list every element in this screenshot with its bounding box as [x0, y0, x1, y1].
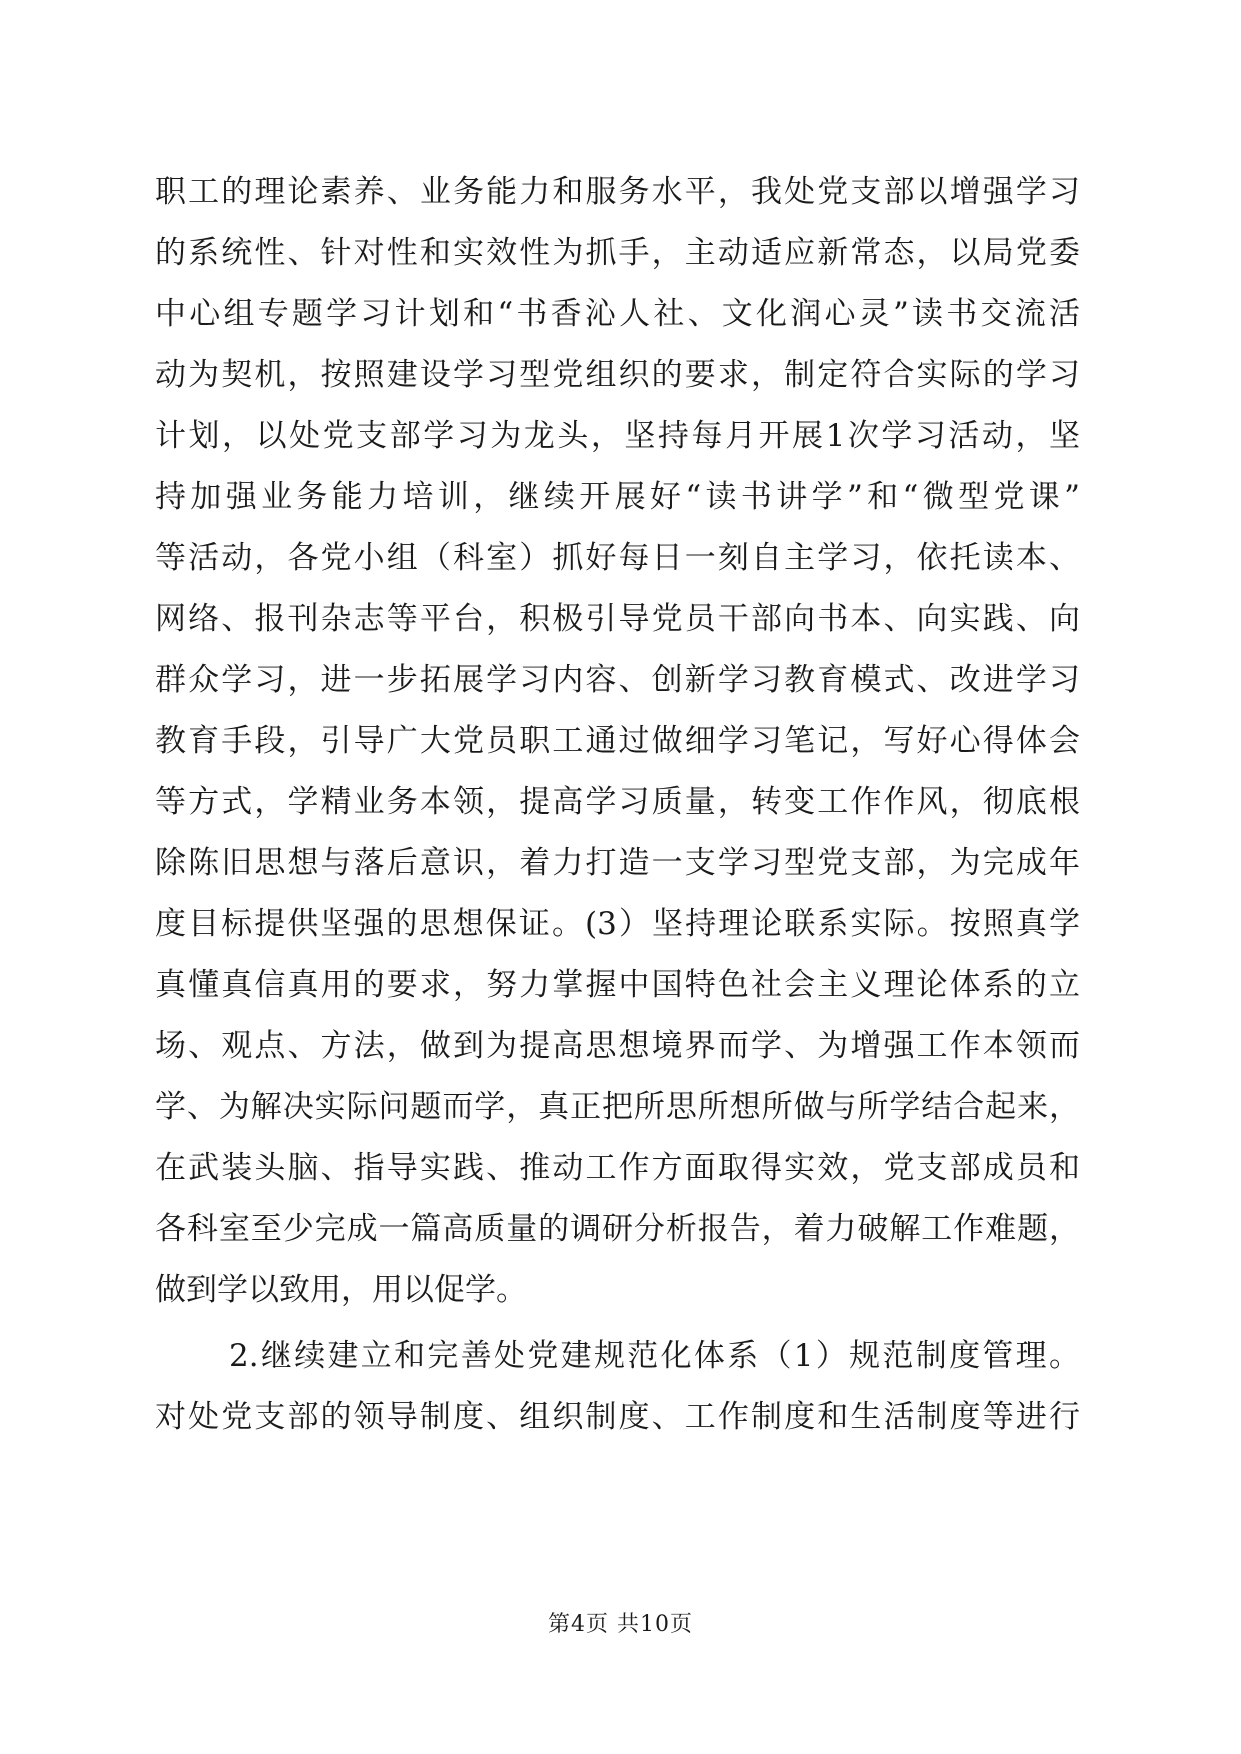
- text-line: 对处党支部的领导制度、组织制度、工作制度和生活制度等进行: [155, 1399, 1080, 1435]
- text-line: 真懂真信真用的要求，努力掌握中国特色社会主义理论体系的立: [155, 967, 1080, 1003]
- text-line: 职工的理论素养、业务能力和服务水平，我处党支部以增强学习: [155, 174, 1080, 210]
- text-line: 中心组专题学习计划和“书香沁人社、文化润心灵”读书交流活: [155, 296, 1080, 332]
- text-line: 群众学习，进一步拓展学习内容、创新学习教育模式、改进学习: [155, 662, 1080, 698]
- text-line: 网络、报刊杂志等平台，积极引导党员干部向书本、向实践、向: [155, 601, 1080, 637]
- text-line: 在武装头脑、指导实践、推动工作方面取得实效，党支部成员和: [155, 1150, 1080, 1186]
- text-line: 持加强业务能力培训，继续开展好“读书讲学”和“微型党课”: [155, 479, 1080, 515]
- page-number-footer: 第4页 共10页: [548, 1612, 693, 1637]
- text-line: 动为契机，按照建设学习型党组织的要求，制定符合实际的学习: [155, 357, 1080, 393]
- text-line: 各科室至少完成一篇高质量的调研分析报告，着力破解工作难题，: [155, 1211, 1080, 1247]
- text-line: 2.继续建立和完善处党建规范化体系（1）规范制度管理。: [229, 1338, 1080, 1374]
- text-line: 教育手段，引导广大党员职工通过做细学习笔记，写好心得体会: [155, 723, 1080, 759]
- text-line: 学、为解决实际问题而学，真正把所思所想所做与所学结合起来，: [155, 1089, 1080, 1125]
- text-line: 场、观点、方法，做到为提高思想境界而学、为增强工作本领而: [155, 1028, 1080, 1064]
- text-line: 等方式，学精业务本领，提高学习质量，转变工作作风，彻底根: [155, 784, 1080, 820]
- text-line: 的系统性、针对性和实效性为抓手，主动适应新常态，以局党委: [155, 235, 1080, 271]
- text-line: 度目标提供坚强的思想保证。(3）坚持理论联系实际。按照真学: [155, 906, 1080, 942]
- text-line: 等活动，各党小组（科室）抓好每日一刻自主学习，依托读本、: [155, 540, 1080, 576]
- text-line: 除陈旧思想与落后意识，着力打造一支学习型党支部，为完成年: [155, 845, 1080, 881]
- text-line: 做到学以致用，用以促学。: [155, 1272, 527, 1308]
- text-line: 计划，以处党支部学习为龙头，坚持每月开展1次学习活动，坚: [155, 418, 1080, 454]
